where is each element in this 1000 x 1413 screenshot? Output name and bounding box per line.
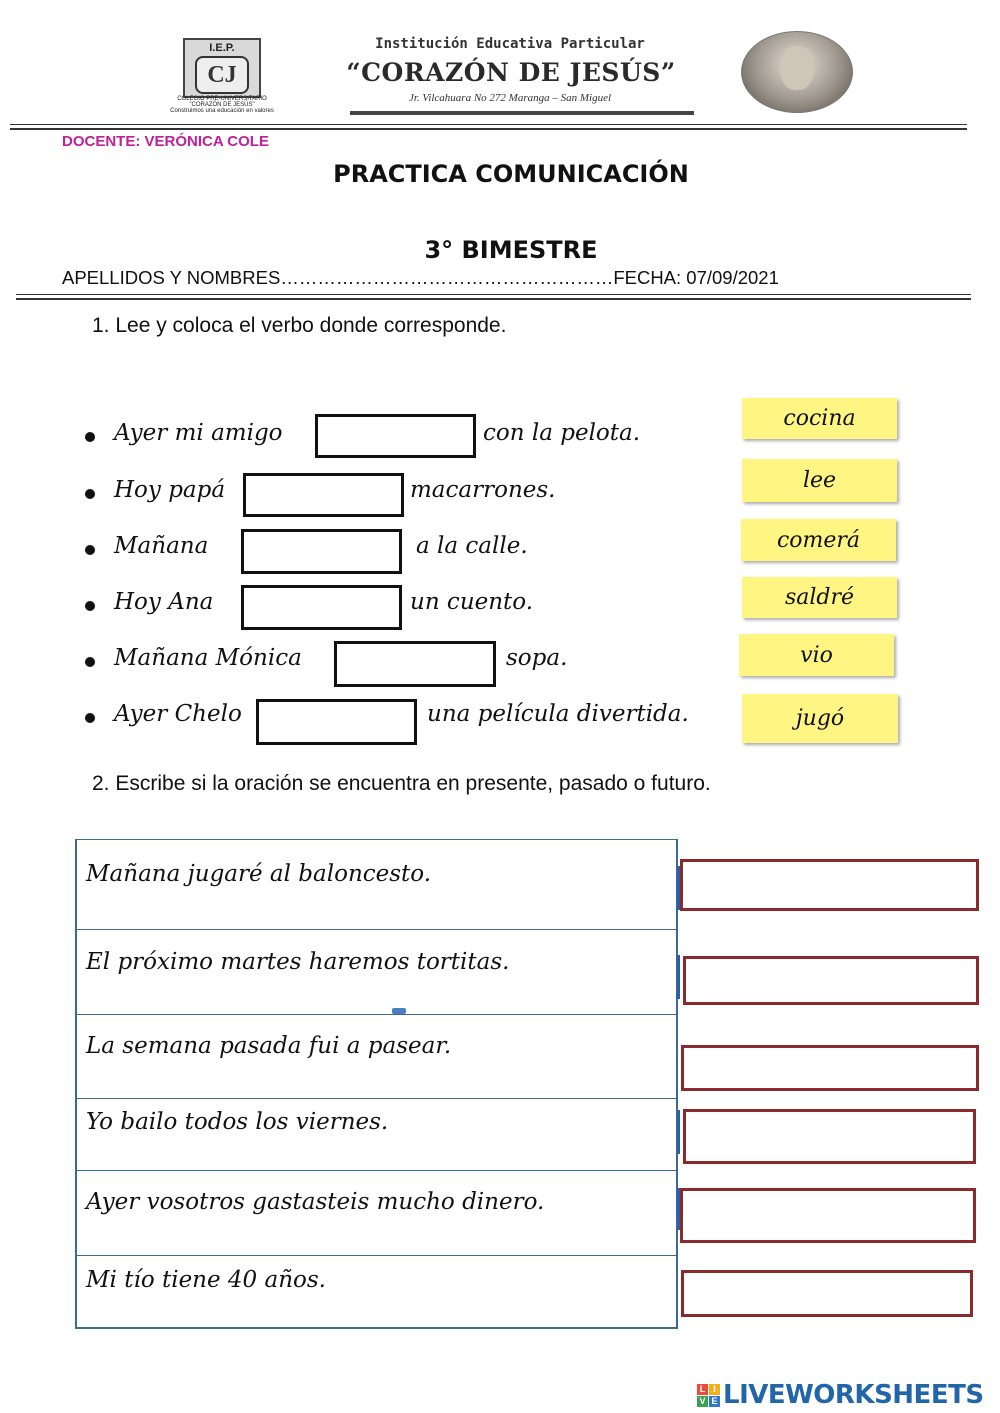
brand-name: LIVEWORKSHEETS: [723, 1380, 984, 1410]
exercise2-instruction: 2. Escribe si la oración se encuentra en presente, pasado o futuro.: [92, 772, 711, 795]
name-divider: [16, 294, 971, 295]
page-title: PRACTICA COMUNICACIÓN: [333, 160, 689, 188]
word-chip-vio[interactable]: vio: [739, 634, 894, 676]
logo-text: I.E.P.: [209, 42, 235, 54]
page-subtitle: 3° BIMESTRE: [424, 236, 598, 264]
sentence-6-after: una película divertida.: [427, 701, 689, 727]
school-address: Jr. Vilcahuara No 272 Maranga – San Miguel: [408, 92, 612, 104]
logo-mark: CJ: [195, 56, 249, 94]
table-row-4: Yo bailo todos los viernes.: [86, 1109, 389, 1135]
logo-caption: COLEGIO PRE-UNIVERSITARIO "CORAZÓN DE JESÚS" Construimos una educación en valores: [170, 96, 274, 114]
sentence-1-before: Ayer mi amigo: [114, 420, 283, 446]
sentence-5-after: sopa.: [506, 645, 568, 671]
portrait-image: [741, 31, 853, 113]
bullet: [85, 489, 95, 499]
word-chip-cocina[interactable]: cocina: [742, 398, 897, 439]
table-row-6: Mi tío tiene 40 años.: [86, 1267, 326, 1293]
bullet: [85, 432, 95, 442]
word-chip-jugo[interactable]: jugó: [742, 694, 898, 743]
table-row-5: Ayer vosotros gastasteis mucho dinero.: [86, 1189, 545, 1215]
sentence-4-after: un cuento.: [410, 589, 534, 615]
sentence-1-after: con la pelota.: [483, 420, 641, 446]
bullet: [85, 545, 95, 555]
blank-3[interactable]: [241, 529, 402, 574]
blank-5[interactable]: [334, 641, 496, 687]
answer-box-5[interactable]: [680, 1188, 976, 1243]
table-row-3: La semana pasada fui a pasear.: [86, 1033, 452, 1059]
sentence-3-after: a la calle.: [416, 533, 528, 559]
table-row-2: El próximo martes haremos tortitas.: [86, 949, 510, 975]
institution-line: Institución Educativa Particular: [375, 36, 645, 52]
sentence-6-before: Ayer Chelo: [114, 701, 242, 727]
word-chip-saldre[interactable]: saldré: [742, 577, 897, 618]
sentence-3-before: Mañana: [114, 533, 209, 559]
blank-2[interactable]: [243, 473, 404, 517]
sentence-5-before: Mañana Mónica: [114, 645, 302, 671]
sentence-2-before: Hoy papá: [114, 477, 226, 503]
answer-box-3[interactable]: [681, 1045, 979, 1091]
bullet: [85, 713, 95, 723]
bullet: [85, 601, 95, 611]
blank-1[interactable]: [315, 414, 476, 458]
bullet: [85, 657, 95, 667]
address-rule: [350, 111, 694, 115]
answer-box-2[interactable]: [683, 956, 979, 1005]
sentence-4-before: Hoy Ana: [114, 589, 214, 615]
answer-box-1[interactable]: [680, 859, 979, 911]
sentence-2-after: macarrones.: [410, 477, 556, 503]
header-divider: [10, 124, 967, 125]
teacher-name: DOCENTE: VERÓNICA COLE: [62, 133, 269, 150]
school-logo: [183, 38, 261, 98]
answer-box-6[interactable]: [681, 1270, 973, 1317]
school-name: “CORAZÓN DE JESÚS”: [346, 58, 676, 87]
resize-handle-icon: [392, 1008, 406, 1014]
exercise1-instruction: 1. Lee y coloca el verbo donde corresponde.: [92, 314, 507, 337]
blank-6[interactable]: [256, 699, 417, 745]
name-date-line: APELLIDOS Y NOMBRES………………………………………………FECHA: 07/09/2021: [62, 267, 779, 288]
liveworksheets-icon: L I V E: [697, 1384, 720, 1407]
table-row-1: Mañana jugaré al baloncesto.: [86, 861, 432, 887]
header-divider-thick: [10, 128, 967, 130]
blank-4[interactable]: [241, 585, 402, 630]
answer-box-4[interactable]: [683, 1109, 976, 1164]
liveworksheets-logo: [697, 1378, 984, 1412]
word-chip-lee[interactable]: lee: [742, 459, 897, 502]
name-divider-thick: [16, 298, 971, 300]
sentence-table: [75, 839, 678, 1329]
word-chip-comera[interactable]: comerá: [741, 519, 896, 561]
